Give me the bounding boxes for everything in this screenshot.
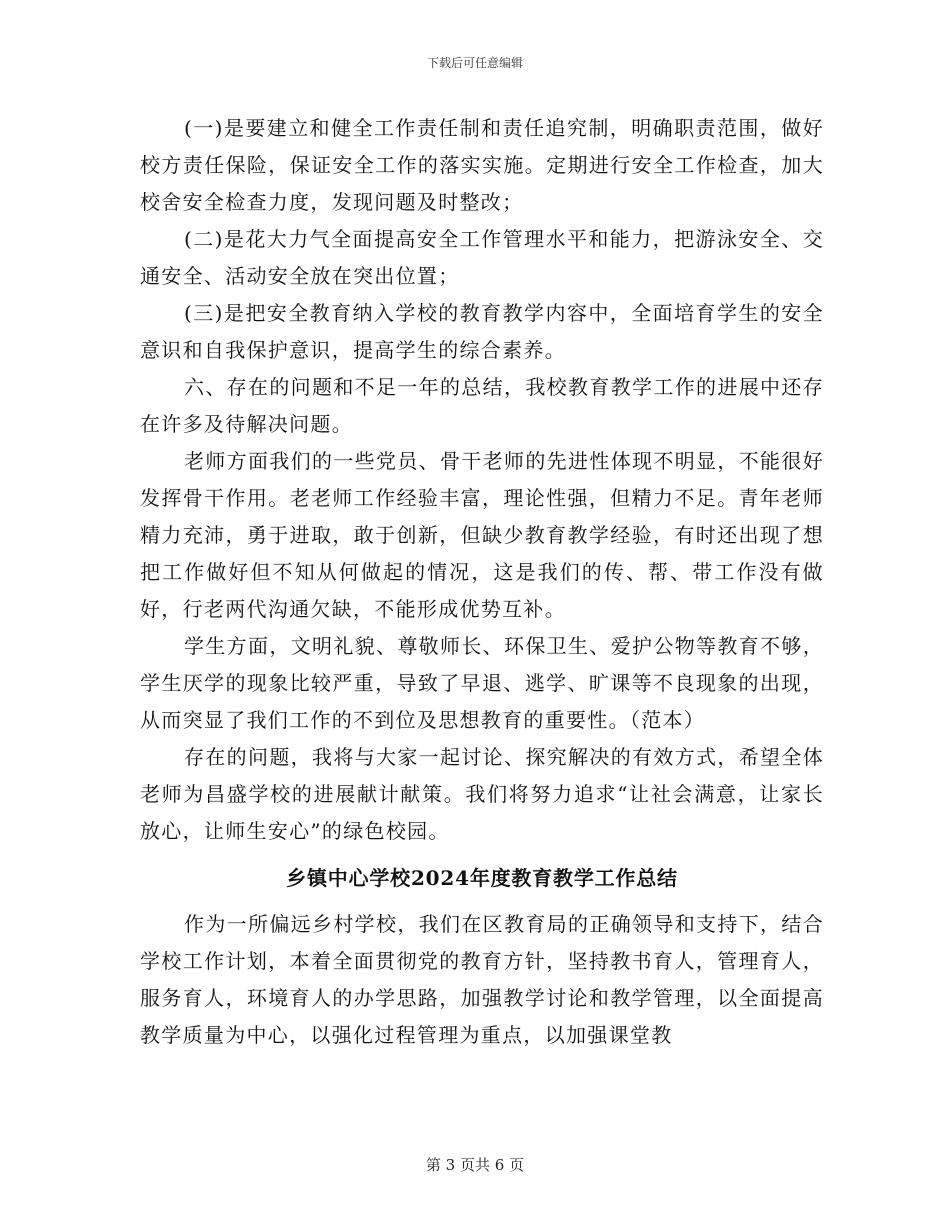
page-header: 下载后可任意编辑 — [426, 56, 523, 70]
paragraph-safety-2: (二)是花大力气全面提高安全工作管理水平和能力，把游泳安全、交通安全、活动安全放在突出位置； — [140, 227, 824, 288]
paragraph-students: 学生方面，文明礼貌、尊敬师长、环保卫生、爱护公物等教育不够，学生厌学的现象比较严重，导致了早退、逃学、旷课等不良现象的出现，从而突显了我们工作的不到位及思想教育的重要性。（范本） — [140, 634, 824, 732]
section-title: 乡镇中心学校2024年度教育教学工作总结 — [286, 866, 678, 890]
paragraph-summary-intro: 作为一所偏远乡村学校，我们在区教育局的正确领导和支持下，结合学校工作计划，本着全面贯彻党的教育方针，坚持教书育人，管理育人，服务育人，环境育人的办学思路，加强教学讨论和教学管理，以全面提高教学质量为中心，以强化过程管理为重点，以加强课堂教 — [140, 912, 824, 1047]
page-footer: 第 3 页共 6 页 — [425, 1156, 525, 1174]
paragraph-conclusion: 存在的问题，我将与大家一起讨论、探究解决的有效方式，希望全体老师为昌盛学校的进展献计献策。我们将努力追求“让社会满意，让家长放心，让师生安心”的绿色校园。 — [140, 745, 824, 843]
paragraph-safety-1: (一)是要建立和健全工作责任制和责任追究制，明确职责范围，做好校方责任保险，保证安全工作的落实实施。定期进行安全工作检查，加大校舍安全检查力度，发现问题及时整改； — [140, 116, 824, 214]
document-body — [140, 110, 824, 1054]
paragraph-problems-intro: 六、存在的问题和不足一年的总结，我校教育教学工作的进展中还存在许多及待解决问题。 — [140, 375, 824, 436]
paragraph-teachers: 老师方面我们的一些党员、骨干老师的先进性体现不明显，不能很好发挥骨干作用。老老师工作经验丰富，理论性强，但精力不足。青年老师精力充沛，勇于进取，敢于创新，但缺少教育教学经验，有时还出现了想把工作做好但不知从何做起的情况，这是我们的传、帮、带工作没有做好，行老两代沟通欠缺，不能形成优势互补。 — [140, 449, 824, 621]
paragraph-safety-3: (三)是把安全教育纳入学校的教育教学内容中，全面培育学生的安全意识和自我保护意识，提高学生的综合素养。 — [140, 301, 824, 362]
